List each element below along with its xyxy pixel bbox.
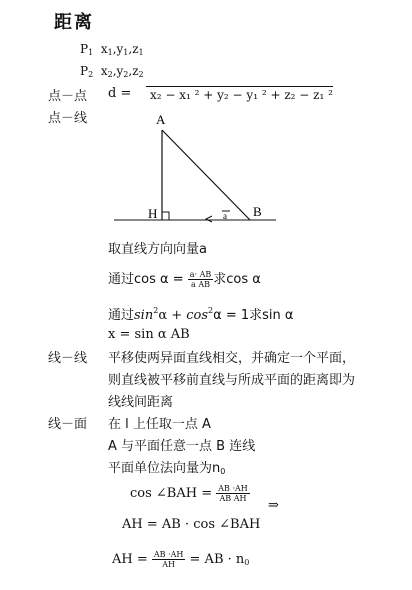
point-line-figure [108, 108, 288, 228]
line-plane-text-2: A 与平面任意一点 B 连线 [108, 439, 256, 454]
step3-exp1: 2 [153, 306, 159, 315]
step3-sin: sin [134, 308, 154, 323]
eq-ah-cos: AH = AB · cos ∠BAH [122, 517, 261, 532]
label-b: B [253, 204, 262, 219]
line-plane-text-1: 在 l 上任取一点 A [108, 417, 211, 432]
arrow-icon [206, 216, 212, 222]
label-a: A [156, 112, 166, 127]
step-direction-vector: 取直线方向向量a [108, 242, 207, 257]
eq3-den: AH [162, 560, 176, 569]
eq1-fraction [216, 484, 250, 503]
eq-ah-projection [112, 550, 249, 569]
p1-sub: 1 [88, 48, 94, 57]
label-point-line: 点－线 [48, 111, 88, 126]
step3-prefix: 通过 [108, 308, 135, 323]
p2-sub: 2 [88, 70, 94, 79]
implies-arrow: ⇒ [268, 498, 279, 513]
step-x-formula: x = sin α AB [108, 327, 190, 342]
p2-x: x [100, 64, 108, 78]
p2-z: z [132, 64, 139, 78]
p1-x: x [100, 42, 108, 56]
step3-alpha1: α + [158, 308, 183, 323]
step2-suffix: 求cos α [213, 272, 261, 287]
step-sin-formula [108, 304, 293, 323]
step3-alpha2: α = 1求sin α [213, 308, 294, 323]
label-vector-a: a [223, 211, 227, 221]
line-line-text-1: 平移使两异面直线相交，并确定一个平面， [108, 351, 356, 366]
p1-x-sub: 1 [107, 48, 113, 57]
step2-den: a AB [191, 280, 210, 289]
eq3-fraction [152, 550, 186, 569]
p2-x-sub: 2 [107, 70, 113, 79]
point-p1: $P_1$ $x_1,y_1,z_1$ [80, 42, 144, 57]
segment-ab [162, 130, 250, 220]
eq3-rhs: = AB · n [189, 552, 245, 567]
eq3-num: AB ·AH [153, 550, 184, 559]
p2-y: y [116, 64, 124, 78]
eq1-num: AB ·AH [218, 484, 248, 493]
line-plane-text-3 [108, 457, 225, 476]
label-point-point: 点－点 [48, 89, 88, 104]
eq3-sub: 0 [244, 558, 250, 567]
eq1-lhs: cos ∠BAH = [130, 486, 213, 501]
distance-formula-body: x₂ − x₁ ² + y₂ − y₁ ² + z₂ − z₁ ² [146, 86, 333, 102]
step-cos-formula [108, 268, 261, 289]
step2-fraction [188, 270, 214, 289]
point-p2: $P_2$ $x_2,y_2,z_2$ [80, 64, 144, 79]
step3-exp2: 2 [208, 306, 214, 315]
p2-symbol: P [80, 64, 89, 78]
eq3-lhs: AH = [112, 552, 148, 567]
label-line-line: 线－线 [48, 351, 88, 366]
label-h: H [148, 206, 158, 221]
eq1-den: AB AH [219, 494, 247, 503]
page-title: 距离 [54, 12, 94, 33]
step2-num: a· AB [189, 270, 212, 279]
p1-z: z [132, 42, 139, 56]
p1-y: y [116, 42, 124, 56]
p1-y-sub: 1 [123, 48, 129, 57]
distance-formula-lhs: d = [108, 86, 132, 101]
step2-prefix: 通过cos α = [108, 272, 184, 287]
normal-vector-label: 平面单位法向量为n [108, 461, 221, 476]
p2-z-sub: 2 [138, 70, 144, 79]
right-angle-mark [162, 212, 169, 220]
p2-y-sub: 2 [123, 70, 129, 79]
normal-vector-sub: 0 [220, 467, 226, 476]
step3-cos: cos [186, 308, 209, 323]
line-line-text-2: 则直线被平移前直线与所成平面的距离即为 [108, 373, 356, 388]
label-line-plane: 线－面 [48, 417, 88, 432]
p1-z-sub: 1 [138, 48, 144, 57]
line-line-text-3: 线线间距离 [108, 395, 174, 410]
eq-cos-bah [130, 484, 250, 503]
p1-symbol: P [80, 42, 89, 56]
